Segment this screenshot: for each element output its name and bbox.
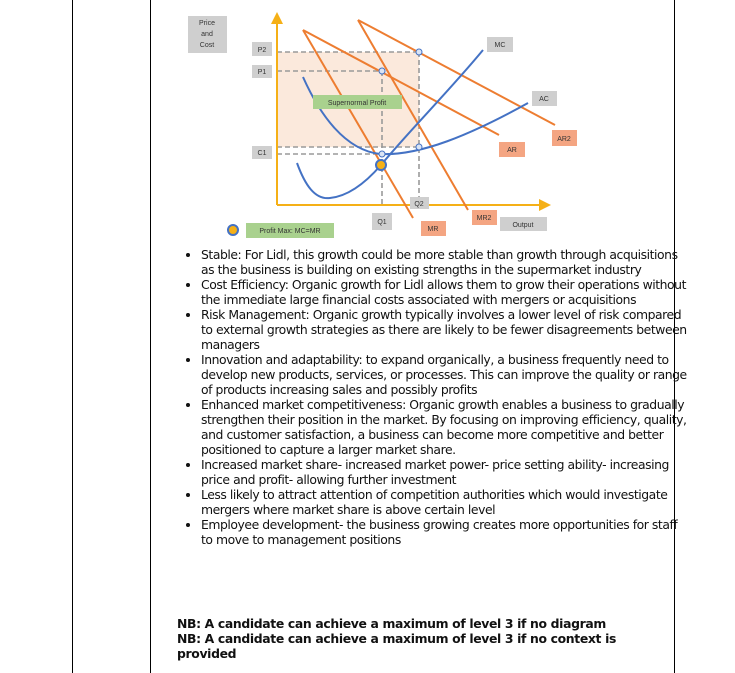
- list-item: • Employee development- the business growing creates more opportunities for staff to move to management positions: [201, 517, 691, 547]
- c1-label: C1: [257, 150, 267, 157]
- note-context: NB: A candidate can achieve a maximum of level 3 if no context is provided: [177, 631, 617, 661]
- mr-label: MR: [427, 226, 439, 233]
- p2-label: P2: [257, 47, 267, 54]
- x-axis-label: Output: [512, 222, 534, 229]
- q1-label: Q1: [377, 219, 387, 226]
- c1-point: [379, 151, 385, 157]
- legend-marker-icon: [228, 225, 238, 235]
- mr2-label: MR2: [476, 215, 492, 222]
- supernormal-profit-label: Supernormal Profit: [327, 100, 387, 107]
- ar-label: AR: [507, 147, 517, 154]
- list-item: • Enhanced market competitiveness: Organic growth enables a business to gradually strengthen their position in the market. By focusing on improving efficiency, quality, and customer satisfaction, a business can become more competitive and better positioned to capture a larger market share.: [201, 397, 691, 457]
- q2-label: Q2: [414, 201, 424, 208]
- ac-label: AC: [539, 96, 549, 103]
- mc-label: MC: [494, 42, 506, 49]
- y-axis-label-line: Cost: [199, 42, 215, 49]
- ar2-label: AR2: [557, 136, 571, 143]
- profit-max-diagram: [0, 0, 735, 245]
- list-item: • Less likely to attract attention of competition authorities which would investigate mergers where market share is above certain level: [201, 487, 691, 517]
- bullet-list: [176, 247, 691, 547]
- p1-point: [379, 68, 385, 74]
- y-axis-label-line: and: [201, 31, 213, 38]
- y-axis-label-line: Price: [199, 20, 215, 27]
- p2-point: [416, 49, 422, 55]
- list-item: • Stable: For Lidl, this growth could be more stable than growth through acquisitions as the business is building on existing strengths in the supermarket industry: [201, 247, 691, 277]
- list-item: • Risk Management: Organic growth typically involves a lower level of risk compared to external growth strategies as there are likely to be fewer disagreements between managers: [201, 307, 691, 352]
- list-item: • Innovation and adaptability: to expand organically, a business frequently need to develop new products, services, or processes. This can improve the quality or range of products increasing sales and possibly profits: [201, 352, 691, 397]
- legend-label: Profit Max: MC=MR: [259, 228, 321, 235]
- profit-max-point: [376, 160, 386, 170]
- note-diagram: NB: A candidate can achieve a maximum of level 3 if no diagram: [177, 616, 606, 631]
- c2-point: [416, 144, 422, 150]
- list-item: • Increased market share- increased market power- price setting ability- increasing price and profit- allowing further investment: [201, 457, 691, 487]
- list-item: • Cost Efficiency: Organic growth for Lidl allows them to grow their operations without the immediate large financial costs associated with mergers or acquisitions: [201, 277, 691, 307]
- p1-label: P1: [257, 69, 267, 76]
